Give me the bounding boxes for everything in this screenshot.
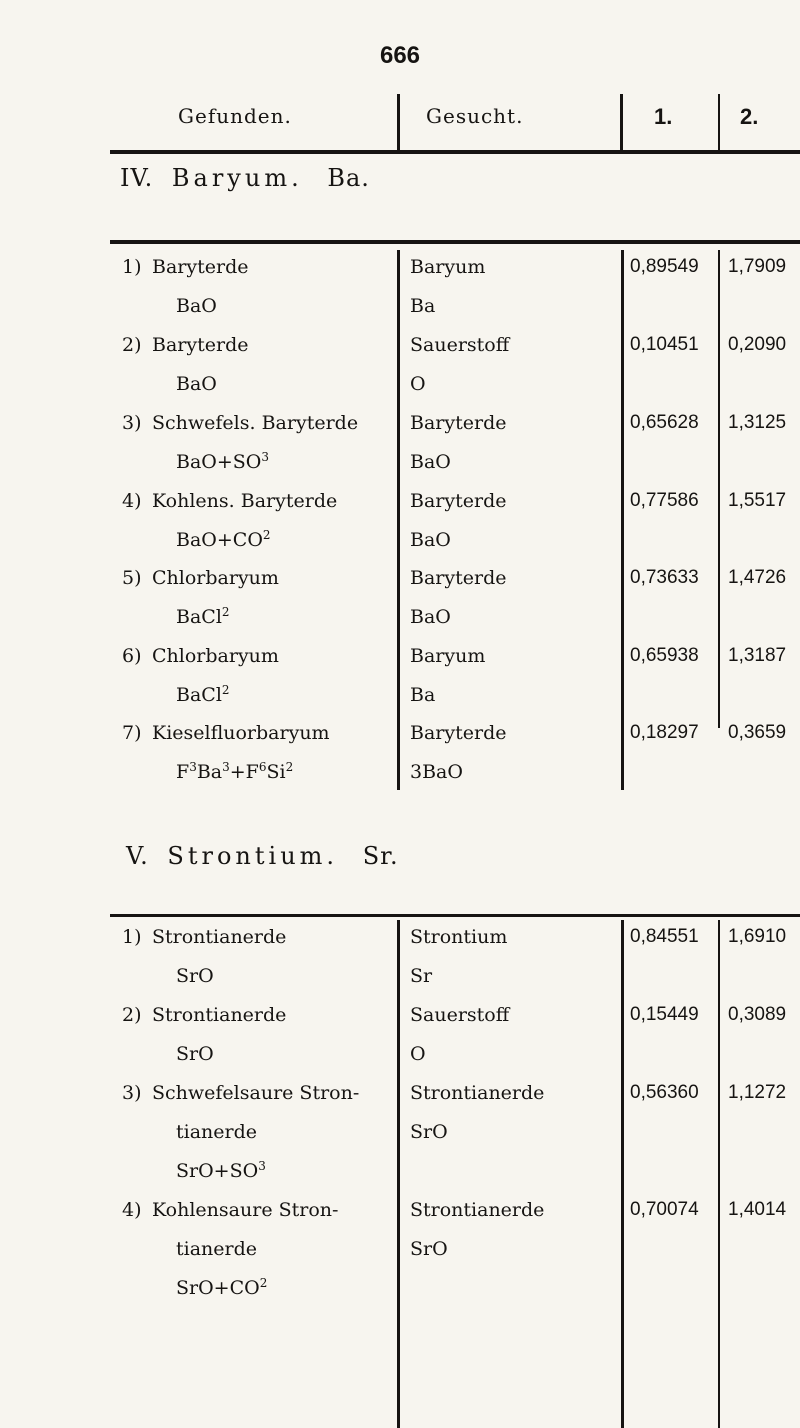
row-index: 1)	[122, 256, 142, 278]
found-formula: $BaO+CO^2$	[176, 528, 271, 551]
value-col1: 0,10451	[630, 334, 699, 355]
section-title-strontium	[126, 842, 399, 870]
found-formula: BaO	[176, 295, 217, 317]
value-col1: 0,65628	[630, 412, 699, 433]
header-found: Gefunden.	[178, 104, 292, 128]
sought-formula: Ba	[410, 684, 436, 706]
found-formula: $SrO+SO^3$	[176, 1159, 266, 1182]
header-rule	[110, 150, 800, 154]
divider-col1-ext	[621, 728, 624, 790]
row-index: 3)	[122, 412, 142, 434]
value-col1: 0,65938	[630, 645, 699, 666]
row-index: 2)	[122, 1004, 142, 1026]
found-formula: SrO	[176, 965, 214, 987]
sought-name: Baryterde	[410, 412, 507, 434]
sought-formula: O	[410, 373, 426, 395]
sought-formula: O	[410, 1043, 426, 1065]
section-name: Strontium.	[167, 842, 339, 870]
divider-col1	[621, 250, 624, 728]
value-col1: 0,15449	[630, 1004, 699, 1025]
sought-formula: Ba	[410, 295, 436, 317]
found-name: Kieselfluorbaryum	[152, 722, 330, 744]
page-number: 666	[379, 42, 421, 69]
found-formula: BaO	[176, 373, 217, 395]
found-name-cont: tianerde	[176, 1121, 258, 1143]
sought-formula: SrO	[410, 1238, 448, 1260]
row-index: 7)	[122, 722, 142, 744]
value-col1: 0,56360	[630, 1082, 699, 1103]
found-formula: $BaO+SO^3$	[176, 450, 270, 473]
value-col1: 0,77586	[630, 490, 699, 511]
sought-name: Strontianerde	[410, 1199, 545, 1221]
found-name: Chlorbaryum	[152, 645, 279, 667]
divider-col1	[621, 920, 624, 1428]
sought-name: Sauerstoff	[410, 334, 510, 356]
section-roman: V.	[126, 842, 149, 870]
section-title-baryum	[120, 164, 370, 192]
value-col2: 0,3089	[728, 1004, 787, 1025]
section-symbol: Sr.	[362, 842, 399, 870]
found-name: Strontianerde	[152, 926, 287, 948]
divider-sought	[397, 250, 400, 728]
section-rule-strontium	[110, 914, 800, 917]
value-col2: 1,5517	[728, 490, 787, 511]
sought-name: Baryterde	[410, 722, 507, 744]
found-name: Strontianerde	[152, 1004, 287, 1026]
value-col2: 1,6910	[728, 926, 787, 947]
value-col2: 0,3659	[728, 722, 787, 743]
header-col1: 1.	[654, 104, 673, 129]
value-col1: 0,84551	[630, 926, 699, 947]
row-index: 2)	[122, 334, 142, 356]
found-formula: SrO	[176, 1043, 214, 1065]
value-col2: 0,2090	[728, 334, 787, 355]
found-name: Schwefelsaure Stron-	[152, 1082, 360, 1104]
row-index: 6)	[122, 645, 142, 667]
row-index: 1)	[122, 926, 142, 948]
found-name: Schwefels. Baryterde	[152, 412, 359, 434]
header-divider-2	[620, 94, 623, 152]
header-sought: Gesucht.	[426, 104, 524, 128]
row-index: 5)	[122, 567, 142, 589]
header-col2: 2.	[740, 104, 759, 129]
value-col2: 1,1272	[728, 1082, 787, 1103]
divider-col2	[718, 250, 720, 728]
sought-name: Baryum	[410, 645, 486, 667]
header-divider-1	[397, 94, 400, 152]
value-col2: 1,4726	[728, 567, 787, 588]
found-name: Kohlens. Baryterde	[152, 490, 338, 512]
value-col1: 0,73633	[630, 567, 699, 588]
sought-name: Baryum	[410, 256, 486, 278]
sought-formula: BaO	[410, 451, 451, 473]
header-divider-3	[718, 94, 720, 152]
value-col1: 0,18297	[630, 722, 699, 743]
row-index: 4)	[122, 1199, 142, 1221]
sought-name: Strontianerde	[410, 1082, 545, 1104]
sought-formula: SrO	[410, 1121, 448, 1143]
value-col2: 1,4014	[728, 1199, 787, 1220]
found-name: Baryterde	[152, 334, 249, 356]
value-col2: 1,3125	[728, 412, 787, 433]
section-symbol: Ba.	[327, 164, 370, 192]
sought-formula: BaO	[410, 529, 451, 551]
value-col1: 0,70074	[630, 1199, 699, 1220]
sought-name: Strontium	[410, 926, 508, 948]
found-name: Chlorbaryum	[152, 567, 279, 589]
sought-name: Baryterde	[410, 567, 507, 589]
sought-formula: 3BaO	[410, 761, 463, 783]
divider-col2	[718, 920, 720, 1428]
found-formula: BaCl$^2$	[176, 605, 230, 628]
section-rule-baryum	[110, 240, 800, 244]
row-index: 4)	[122, 490, 142, 512]
section-roman: IV.	[120, 164, 154, 192]
found-formula: BaCl$^2$	[176, 683, 230, 706]
found-formula: $F^3Ba^3+F^6Si^2$	[176, 760, 294, 783]
section-name: Baryum.	[171, 164, 303, 192]
divider-sought	[397, 920, 400, 1428]
value-col2: 1,7909	[728, 256, 787, 277]
sought-formula: BaO	[410, 606, 451, 628]
row-index: 3)	[122, 1082, 142, 1104]
found-formula: $SrO+CO^2$	[176, 1276, 268, 1299]
sought-name: Sauerstoff	[410, 1004, 510, 1026]
found-name: Kohlensaure Stron-	[152, 1199, 339, 1221]
sought-formula: Sr	[410, 965, 433, 987]
found-name: Baryterde	[152, 256, 249, 278]
found-name-cont: tianerde	[176, 1238, 258, 1260]
value-col2: 1,3187	[728, 645, 787, 666]
sought-name: Baryterde	[410, 490, 507, 512]
value-col1: 0,89549	[630, 256, 699, 277]
divider-sought-ext	[397, 728, 400, 790]
